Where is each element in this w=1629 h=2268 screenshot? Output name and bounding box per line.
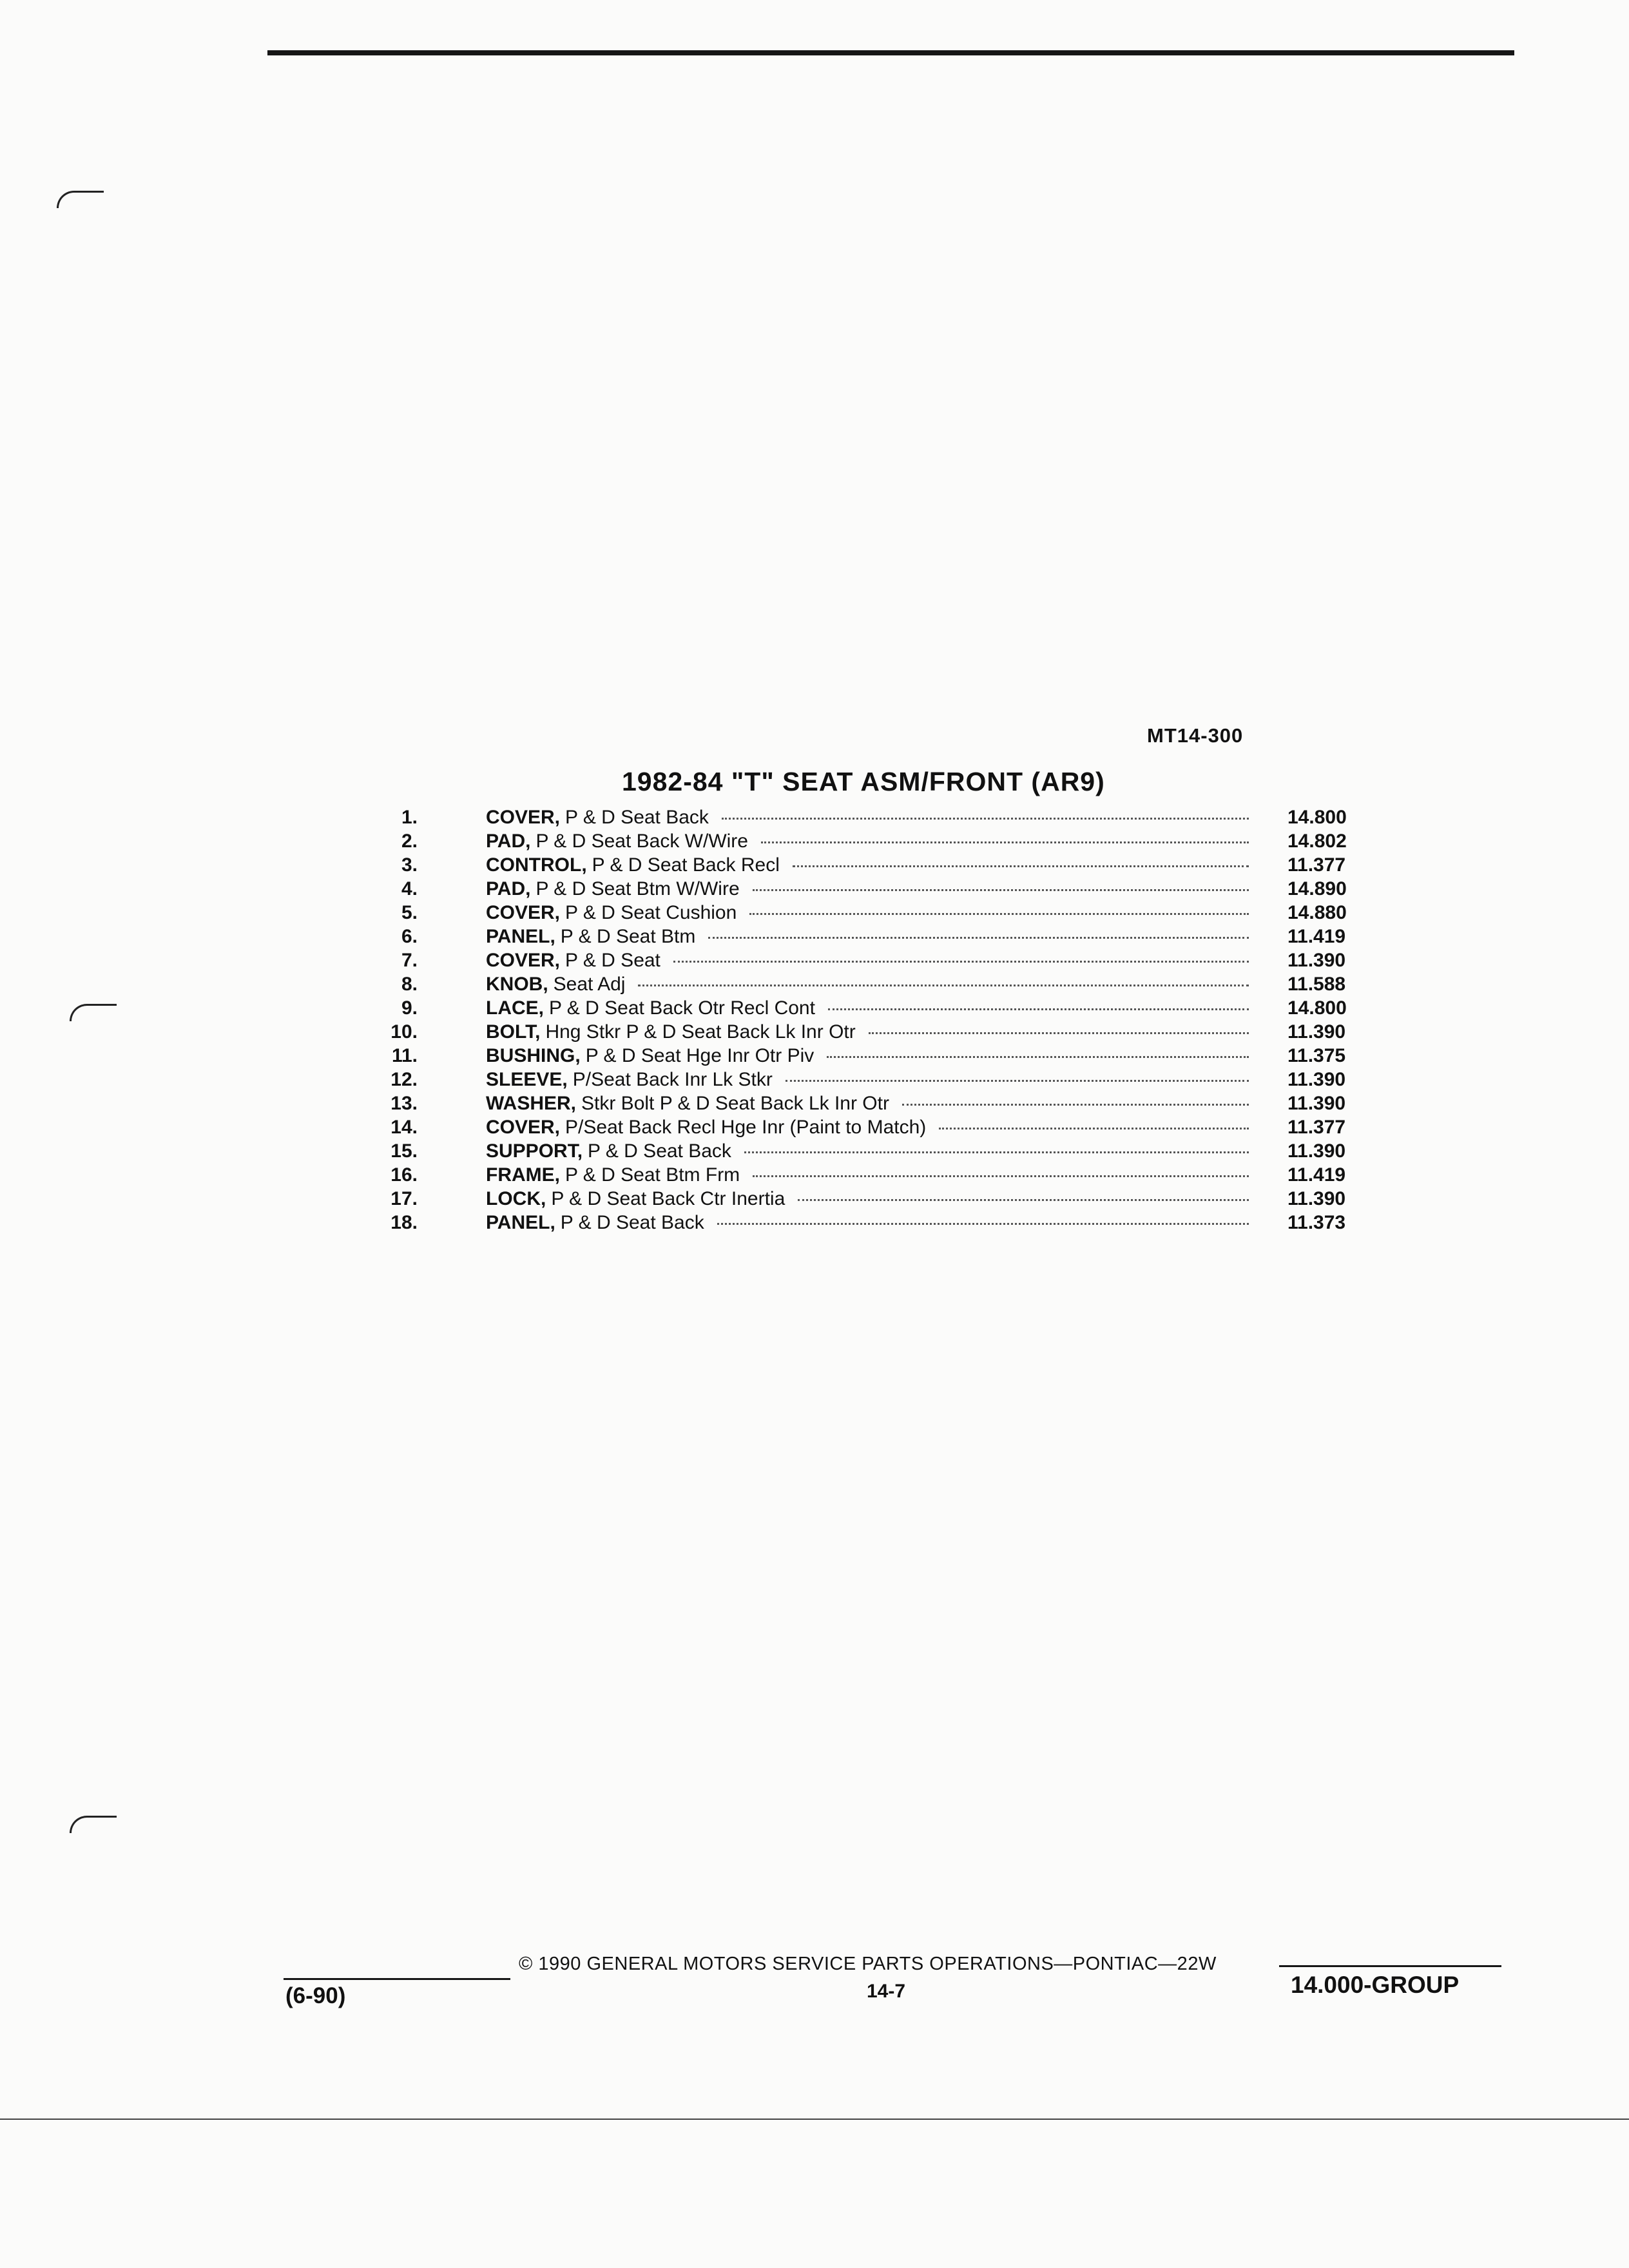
dot-leader	[708, 937, 1249, 939]
part-row	[374, 901, 1379, 925]
part-description: P & D Seat Back W/Wire	[535, 831, 748, 852]
part-group-number: 11.390	[1287, 950, 1346, 971]
dot-leader	[749, 913, 1249, 915]
part-group-number: 11.375	[1287, 1045, 1346, 1066]
part-row	[374, 996, 1379, 1020]
part-description: P/Seat Back Recl Hge Inr (Paint to Match)	[565, 1117, 927, 1138]
part-number: 8.	[401, 974, 418, 995]
part-description: P & D Seat Back Otr Recl Cont	[549, 997, 815, 1019]
part-group-number: 11.419	[1287, 926, 1346, 947]
part-row	[374, 877, 1379, 901]
part-name: PAD,	[486, 831, 531, 852]
part-group-number: 14.800	[1287, 997, 1347, 1019]
part-name: CONTROL,	[486, 854, 587, 876]
footer-copyright: © 1990 GENERAL MOTORS SERVICE PARTS OPERATIONS—PONTIAC—22W	[519, 1954, 1217, 1974]
dot-leader	[827, 1056, 1249, 1058]
part-number: 2.	[401, 831, 418, 852]
part-description: P & D Seat Hge Inr Otr Piv	[585, 1045, 815, 1066]
part-group-number: 11.390	[1287, 1069, 1346, 1090]
part-row	[374, 805, 1379, 829]
part-name: SLEEVE,	[486, 1069, 568, 1090]
footer-page-number: 14-7	[867, 1981, 906, 2002]
part-row	[374, 948, 1379, 972]
part-group-number: 14.880	[1287, 902, 1347, 923]
part-row	[374, 1139, 1379, 1163]
dot-leader	[638, 985, 1249, 986]
part-group-number: 14.890	[1287, 878, 1347, 899]
part-row	[374, 853, 1379, 877]
dot-leader	[786, 1080, 1249, 1082]
part-name: LACE,	[486, 997, 544, 1019]
part-name: PANEL,	[486, 926, 555, 947]
part-description: P & D Seat Back	[588, 1140, 731, 1162]
part-number: 16.	[390, 1164, 418, 1186]
part-group-number: 14.802	[1287, 831, 1347, 852]
plate-code: MT14-300	[1147, 724, 1244, 747]
dot-leader	[793, 865, 1249, 867]
footer-rule-right	[1279, 1965, 1501, 1967]
part-number: 7.	[401, 950, 418, 971]
binder-hole-mark	[57, 191, 104, 208]
part-description: P & D Seat Back Recl	[592, 854, 780, 876]
part-row	[374, 925, 1379, 948]
page-title: 1982-84 "T" SEAT ASM/FRONT (AR9)	[622, 767, 1105, 796]
dot-leader	[902, 1104, 1249, 1106]
dot-leader	[717, 1223, 1249, 1225]
part-row	[374, 829, 1379, 853]
footer-group-code: 14.000-GROUP	[1291, 1972, 1460, 1998]
part-description: Stkr Bolt P & D Seat Back Lk Inr Otr	[581, 1093, 889, 1114]
part-description: P & D Seat Btm	[560, 926, 696, 947]
part-description: Seat Adj	[553, 974, 626, 995]
part-name: FRAME,	[486, 1164, 560, 1186]
part-description: P & D Seat Back Ctr Inertia	[551, 1188, 786, 1209]
part-name: WASHER,	[486, 1093, 577, 1114]
part-number: 12.	[390, 1069, 418, 1090]
part-group-number: 14.800	[1287, 807, 1347, 828]
footer-date: (6-90)	[285, 1983, 346, 2008]
part-row	[374, 1091, 1379, 1115]
part-description: P & D Seat	[565, 950, 660, 971]
dot-leader	[939, 1128, 1249, 1129]
part-group-number: 11.390	[1287, 1140, 1346, 1162]
part-row	[374, 1187, 1379, 1211]
part-number: 15.	[390, 1140, 418, 1162]
part-number: 14.	[390, 1117, 418, 1138]
part-row	[374, 1020, 1379, 1044]
part-row	[374, 1044, 1379, 1068]
binder-hole-mark	[70, 1004, 117, 1021]
part-number: 6.	[401, 926, 418, 947]
part-description: P & D Seat Btm W/Wire	[535, 878, 740, 899]
part-name: PANEL,	[486, 1212, 555, 1233]
part-name: SUPPORT,	[486, 1140, 583, 1162]
part-description: P & D Seat Btm Frm	[565, 1164, 740, 1186]
dot-leader	[869, 1032, 1249, 1034]
dot-leader	[798, 1199, 1249, 1201]
part-group-number: 11.377	[1287, 854, 1346, 876]
part-number: 13.	[390, 1093, 418, 1114]
part-row	[374, 1068, 1379, 1091]
dot-leader	[753, 889, 1249, 891]
part-number: 10.	[390, 1021, 418, 1043]
binder-hole-mark	[70, 1816, 117, 1833]
part-row	[374, 1163, 1379, 1187]
part-number: 1.	[401, 807, 418, 828]
part-number: 17.	[390, 1188, 418, 1209]
part-name: KNOB,	[486, 974, 548, 995]
part-name: COVER,	[486, 1117, 561, 1138]
dot-leader	[673, 961, 1249, 963]
part-name: BOLT,	[486, 1021, 541, 1043]
part-row	[374, 972, 1379, 996]
part-group-number: 11.390	[1287, 1093, 1346, 1114]
part-name: PAD,	[486, 878, 531, 899]
part-group-number: 11.390	[1287, 1021, 1346, 1043]
part-name: BUSHING,	[486, 1045, 581, 1066]
part-number: 3.	[401, 854, 418, 876]
part-group-number: 11.419	[1287, 1164, 1346, 1186]
part-description: P & D Seat Back	[565, 807, 709, 828]
part-description: Hng Stkr P & D Seat Back Lk Inr Otr	[545, 1021, 856, 1043]
part-row	[374, 1115, 1379, 1139]
part-group-number: 11.390	[1287, 1188, 1346, 1209]
part-name: COVER,	[486, 902, 561, 923]
part-group-number: 11.373	[1287, 1212, 1346, 1233]
part-description: P & D Seat Cushion	[565, 902, 737, 923]
dot-leader	[761, 841, 1249, 843]
part-number: 9.	[401, 997, 418, 1019]
bottom-rule	[0, 2119, 1629, 2120]
dot-leader	[828, 1008, 1249, 1010]
part-number: 4.	[401, 878, 418, 899]
part-group-number: 11.588	[1287, 974, 1346, 995]
parts-list	[374, 805, 1379, 1235]
part-description: P/Seat Back Inr Lk Stkr	[572, 1069, 773, 1090]
dot-leader	[722, 818, 1249, 820]
dot-leader	[753, 1175, 1249, 1177]
part-number: 18.	[390, 1212, 418, 1233]
dot-leader	[744, 1151, 1249, 1153]
part-name: LOCK,	[486, 1188, 546, 1209]
part-row	[374, 1211, 1379, 1235]
part-description: P & D Seat Back	[560, 1212, 704, 1233]
footer-rule-left	[284, 1978, 510, 1980]
part-name: COVER,	[486, 807, 561, 828]
part-number: 11.	[391, 1045, 418, 1066]
top-rule	[267, 50, 1514, 55]
part-number: 5.	[401, 902, 418, 923]
part-group-number: 11.377	[1287, 1117, 1346, 1138]
part-name: COVER,	[486, 950, 561, 971]
